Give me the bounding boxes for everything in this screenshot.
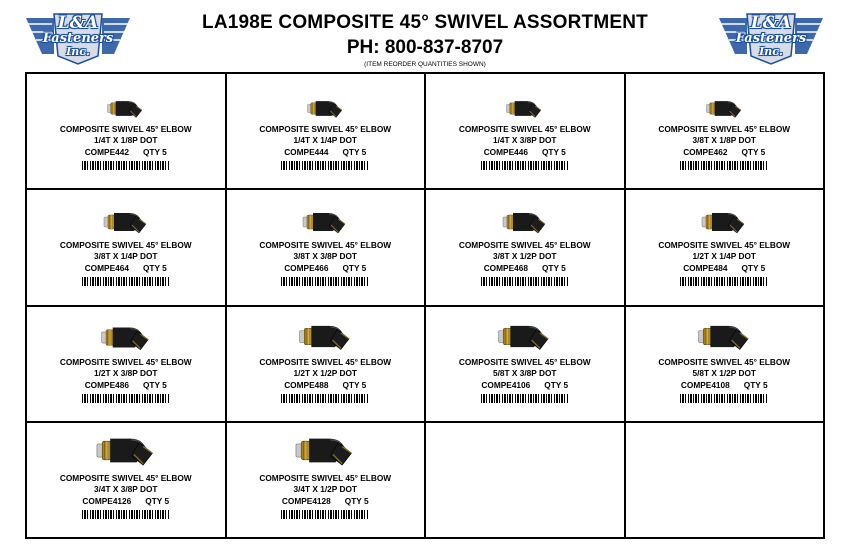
company-logo-right <box>717 10 825 66</box>
product-meta <box>27 147 225 157</box>
logo-text-line3: Inc. <box>66 45 90 58</box>
page-title: LA198E COMPOSITE 45° SWIVEL ASSORTMENT <box>202 12 648 33</box>
reorder-quantity: QTY 5 <box>342 379 367 390</box>
barcode <box>82 510 170 519</box>
barcode <box>481 161 569 170</box>
part-number: COMPE484 <box>683 263 728 274</box>
product-cell <box>625 189 825 305</box>
barcode <box>82 277 170 286</box>
reorder-quantity: QTY 5 <box>741 147 766 157</box>
empty-cell <box>425 422 625 538</box>
product-meta <box>27 263 225 273</box>
product-size: 3/4T X 1/2P DOT <box>293 483 357 494</box>
product-cell <box>226 306 426 422</box>
reorder-quantity: QTY 5 <box>344 495 369 506</box>
product-meta <box>227 263 425 273</box>
product-name: COMPOSITE SWIVEL 45° ELBOW <box>59 356 192 367</box>
product-cell <box>226 73 426 189</box>
swivel-elbow-fitting-icon <box>495 320 554 353</box>
product-meta <box>626 380 824 390</box>
product-name: COMPOSITE SWIVEL 45° ELBOW <box>458 124 591 134</box>
reorder-quantity: QTY 5 <box>342 263 367 274</box>
part-number: COMPE446 <box>483 147 528 157</box>
product-size: 3/4T X 3/8P DOT <box>94 483 158 494</box>
swivel-elbow-fitting-icon <box>93 432 159 469</box>
empty-cell <box>625 422 825 538</box>
product-name: COMPOSITE SWIVEL 45° ELBOW <box>259 472 392 483</box>
product-size: 3/8T X 1/2P DOT <box>493 251 557 262</box>
reorder-quantity: QTY 5 <box>142 379 167 390</box>
swivel-elbow-fitting-icon <box>500 208 550 236</box>
phone-number: PH: 800-837-8707 <box>346 37 504 58</box>
part-number: COMPE468 <box>483 263 528 274</box>
swivel-elbow-fitting-icon <box>504 97 545 120</box>
product-size: 5/8T X 1/2P DOT <box>692 367 756 378</box>
product-meta <box>626 263 824 273</box>
reorder-quantity: QTY 5 <box>142 263 167 274</box>
part-number: COMPE444 <box>284 147 329 157</box>
reorder-quantity: QTY 5 <box>142 147 167 157</box>
part-number: COMPE442 <box>84 147 129 157</box>
barcode <box>680 161 768 170</box>
product-name: COMPOSITE SWIVEL 45° ELBOW <box>658 124 791 134</box>
product-cell <box>226 422 426 538</box>
product-size: 5/8T X 3/8P DOT <box>493 367 557 378</box>
product-meta <box>426 147 624 157</box>
product-name: COMPOSITE SWIVEL 45° ELBOW <box>59 124 192 134</box>
product-meta <box>227 496 425 506</box>
part-number: COMPE488 <box>284 379 329 390</box>
product-cell <box>26 189 226 305</box>
product-cell <box>26 306 226 422</box>
product-size: 1/4T X 3/8P DOT <box>493 135 557 145</box>
swivel-elbow-fitting-icon <box>695 320 754 353</box>
part-number: COMPE466 <box>284 263 329 274</box>
part-number: COMPE486 <box>84 379 129 390</box>
part-number: COMPE4106 <box>481 379 531 390</box>
reorder-quantity: QTY 5 <box>741 263 766 274</box>
product-cell <box>26 73 226 189</box>
part-number: COMPE4126 <box>82 495 132 506</box>
reorder-quantity: QTY 5 <box>743 379 768 390</box>
swivel-elbow-fitting-icon <box>699 208 749 236</box>
product-size: 3/8T X 3/8P DOT <box>293 251 357 262</box>
part-number: COMPE464 <box>84 263 129 274</box>
product-meta <box>626 147 824 157</box>
swivel-elbow-fitting-icon <box>300 208 350 236</box>
product-cell <box>26 422 226 538</box>
product-cell <box>425 73 625 189</box>
barcode <box>680 394 768 403</box>
product-size: 3/8T X 1/4P DOT <box>94 251 158 262</box>
product-size: 1/2T X 1/2P DOT <box>293 367 357 378</box>
product-size: 1/4T X 1/8P DOT <box>94 135 158 145</box>
barcode <box>281 277 369 286</box>
barcode <box>281 510 369 519</box>
reorder-quantity: QTY 5 <box>541 147 566 157</box>
reorder-quantity: QTY 5 <box>544 379 569 390</box>
swivel-elbow-fitting-icon <box>305 97 346 120</box>
swivel-elbow-fitting-icon <box>296 320 355 353</box>
product-name: COMPOSITE SWIVEL 45° ELBOW <box>658 240 791 251</box>
barcode <box>82 394 170 403</box>
product-cell <box>425 189 625 305</box>
product-name: COMPOSITE SWIVEL 45° ELBOW <box>259 356 392 367</box>
reorder-quantity: QTY 5 <box>145 495 170 506</box>
product-meta <box>227 147 425 157</box>
logo-text-line1: L&A <box>750 13 792 33</box>
product-name: COMPOSITE SWIVEL 45° ELBOW <box>259 124 392 134</box>
barcode <box>82 161 170 170</box>
product-cell <box>625 73 825 189</box>
part-number: COMPE462 <box>683 147 728 157</box>
product-meta <box>27 380 225 390</box>
product-meta <box>227 380 425 390</box>
part-number: COMPE4108 <box>680 379 730 390</box>
product-cell <box>625 306 825 422</box>
product-name: COMPOSITE SWIVEL 45° ELBOW <box>458 356 591 367</box>
reorder-quantity: QTY 5 <box>342 147 367 157</box>
product-meta <box>27 496 225 506</box>
product-cell <box>425 306 625 422</box>
swivel-elbow-fitting-icon <box>101 208 151 236</box>
company-logo <box>24 10 132 66</box>
product-size: 3/8T X 1/8P DOT <box>692 135 756 145</box>
barcode <box>680 277 768 286</box>
swivel-elbow-fitting-icon <box>105 97 146 120</box>
product-size: 1/4T X 1/4P DOT <box>293 135 357 145</box>
product-size: 1/2T X 3/8P DOT <box>94 367 158 378</box>
swivel-elbow-fitting-icon <box>98 322 154 353</box>
product-name: COMPOSITE SWIVEL 45° ELBOW <box>59 240 192 251</box>
barcode <box>481 394 569 403</box>
swivel-elbow-fitting-icon <box>292 432 358 469</box>
logo-text-line2: Fasteners <box>735 31 807 46</box>
reorder-note: (ITEM REORDER QUANTITIES SHOWN) <box>364 61 486 68</box>
header <box>0 0 850 72</box>
product-size: 1/2T X 1/4P DOT <box>692 251 756 262</box>
product-meta <box>426 380 624 390</box>
logo-text-line1: L&A <box>57 13 99 33</box>
assortment-grid <box>25 72 825 539</box>
product-name: COMPOSITE SWIVEL 45° ELBOW <box>658 356 791 367</box>
part-number: COMPE4128 <box>281 495 331 506</box>
product-cell <box>226 189 426 305</box>
logo-text-line3: Inc. <box>759 45 783 58</box>
product-name: COMPOSITE SWIVEL 45° ELBOW <box>259 240 392 251</box>
barcode <box>281 161 369 170</box>
swivel-elbow-fitting-icon <box>704 97 745 120</box>
barcode <box>481 277 569 286</box>
product-name: COMPOSITE SWIVEL 45° ELBOW <box>458 240 591 251</box>
product-meta <box>426 263 624 273</box>
product-name: COMPOSITE SWIVEL 45° ELBOW <box>59 472 192 483</box>
reorder-quantity: QTY 5 <box>541 263 566 274</box>
logo-text-line2: Fasteners <box>42 31 114 46</box>
barcode <box>281 394 369 403</box>
